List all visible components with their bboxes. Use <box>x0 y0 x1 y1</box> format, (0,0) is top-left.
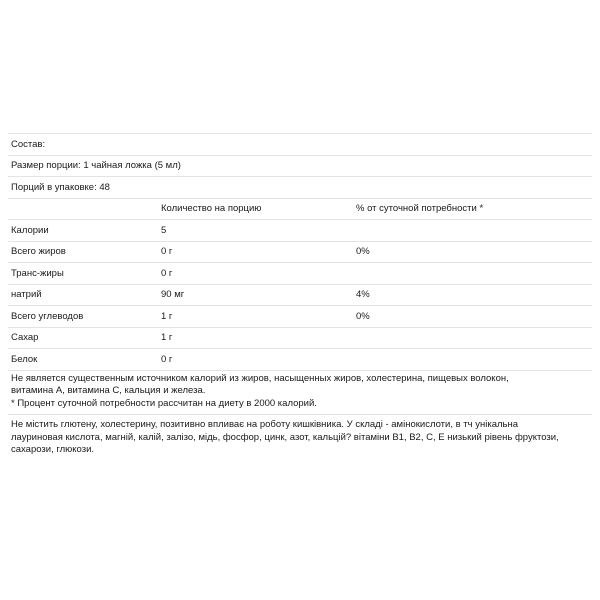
nutrient-name: Белок <box>11 353 38 365</box>
table-row <box>8 285 592 307</box>
nutrient-name: натрий <box>11 289 42 301</box>
nutrient-daily-value: 0% <box>356 310 370 322</box>
nutrient-name: Всего углеводов <box>11 310 84 322</box>
nutrient-name: Транс-жиры <box>11 267 64 279</box>
table-row <box>8 263 592 285</box>
nutrient-amount: 1 г <box>161 310 173 322</box>
description-line: Не містить глютену, холестерину, позитивно впливає на роботу кишківника. У складі - амінокислоти, в тч унікальна <box>11 419 519 430</box>
label-notes <box>8 371 592 416</box>
table-row <box>8 220 592 242</box>
header-amount-per-serving: Количество на порцию <box>161 203 262 215</box>
nutrient-amount: 0 г <box>161 353 173 365</box>
nutrient-amount: 0 г <box>161 267 173 279</box>
nutrient-name: Калории <box>11 224 49 236</box>
note-line: витамина А, витамина С, кальция и железа. <box>11 385 206 396</box>
footnote: * Процент суточной потребности рассчитан на диету в 2000 калорий. <box>11 397 317 409</box>
header-daily-value: % от суточной потребности * <box>356 203 484 215</box>
table-header-row <box>8 199 592 221</box>
servings-per-pack-row <box>8 177 592 199</box>
serving-size-text: Размер порции: 1 чайная ложка (5 мл) <box>11 160 181 172</box>
composition-label: Состав: <box>11 138 46 150</box>
nutrient-amount: 1 г <box>161 332 173 344</box>
nutrition-facts-table <box>8 133 592 415</box>
table-row <box>8 349 592 371</box>
nutrient-name: Сахар <box>11 332 39 344</box>
nutrient-amount: 90 мг <box>161 289 185 301</box>
product-description <box>8 419 592 457</box>
nutrient-amount: 0 г <box>161 246 173 258</box>
description-line: лауриновая кислота, магній, калій, залізо, мідь, фосфор, цинк, азот, кальцій? вітаміни В1, В2, С, Е низький рівень фруктози, <box>11 431 559 443</box>
table-row <box>8 306 592 328</box>
nutrient-daily-value: 0% <box>356 246 370 258</box>
note-line: Не является существенным источником калорий из жиров, насыщенных жиров, холестерина, пищевых волокон, <box>11 372 509 384</box>
serving-size-row <box>8 156 592 178</box>
table-row <box>8 242 592 264</box>
nutrient-amount: 5 <box>161 224 167 236</box>
nutrient-name: Всего жиров <box>11 246 66 258</box>
composition-row <box>8 134 592 156</box>
servings-per-pack-text: Порций в упаковке: 48 <box>11 181 110 193</box>
table-row <box>8 328 592 350</box>
description-line: сахарози, глюкози. <box>11 444 95 455</box>
nutrient-daily-value: 4% <box>356 289 370 301</box>
